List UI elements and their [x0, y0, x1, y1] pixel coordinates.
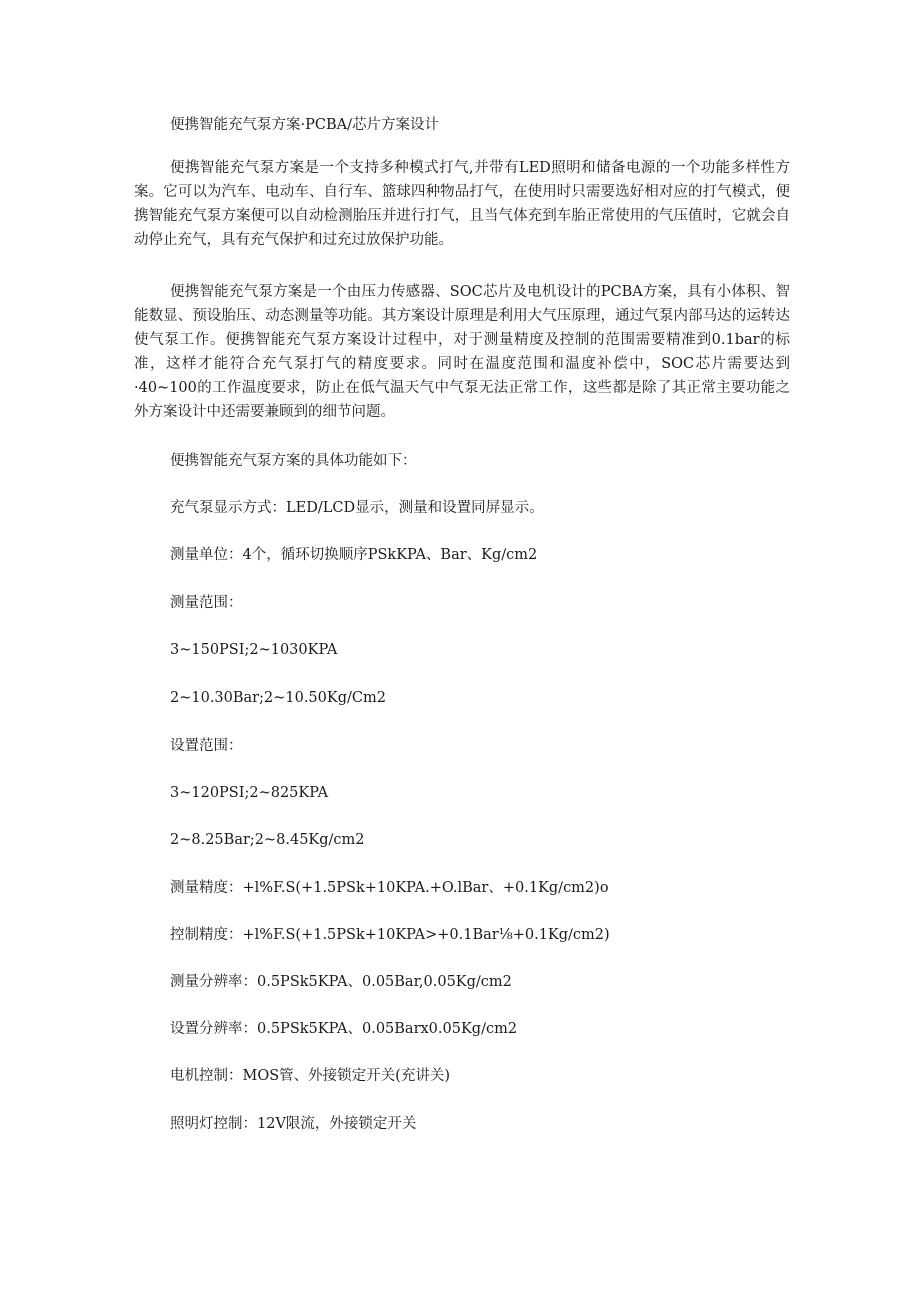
document-title: 便携智能充气泵方案·PCBA∕芯片方案设计 — [170, 117, 439, 133]
measure-resolution-line: 测量分辨率：0.5PSk5KPA、0.05Bar,0.05Kg∕cm2 — [170, 974, 512, 990]
measure-range-psi-kpa: 3~150PSI;2~1030KPA — [170, 642, 338, 658]
control-accuracy-line: 控制精度：+l%F.S(+1.5PSk+10KPA>+0.1Bar⅛+0.1Kg∕cm2) — [170, 927, 610, 943]
display-mode-line: 充气泵显示方式：LED/LCD显示，测量和设置同屏显示。 — [170, 500, 544, 516]
set-range-label: 设置范围： — [170, 738, 243, 754]
motor-control-line: 电机控制：MOS管、外接锁定开关(充讲关) — [170, 1068, 450, 1084]
measure-unit-line: 测量单位：4个，循环切换顺序PSkKPA、Bar、Kg∕cm2 — [170, 547, 538, 563]
design-paragraph: 便携智能充气泵方案是一个由压力传感器、SOC芯片及电机设计的PCBA方案，具有小体积、智能数显、预设胎压、动态测量等功能。其方案设计原理是利用大气压原理，通过气泵内部马达的运转达使气泵工作。便携智能充气泵方案设计过程中，对于测量精度及控制的范围需要精准到0.1bar的标准，这样才能符合充气泵打气的精度要求。同时在温度范围和温度补偿中，SOC芯片需要达到·40~100的工作温度要求，防止在低气温天气中气泵无法正常工作，这些都是除了其正常主要功能之外方案设计中还需要兼顾到的细节问题。 — [134, 284, 790, 420]
measure-range-label: 测量范围： — [170, 595, 243, 611]
light-control-line: 照明灯控制：12V限流，外接锁定开关 — [170, 1116, 417, 1132]
intro-paragraph: 便携智能充气泵方案是一个支持多种模式打气,并带有LED照明和储备电源的一个功能多样性方案。它可以为汽车、电动车、自行车、篮球四种物品打气，在使用时只需要选好相对应的打气模式，便携智能充气泵方案便可以自动检测胎压并进行打气，且当气体充到车胎正常使用的气压值时，它就会自动停止充气，具有充气保护和过充过放保护功能。 — [134, 160, 790, 248]
features-heading: 便携智能充气泵方案的具体功能如下： — [170, 453, 417, 469]
measure-range-bar-kg: 2~10.30Bar;2~10.50Kg/Cm2 — [170, 690, 386, 706]
set-range-psi-kpa: 3~120PSI;2~825KPA — [170, 785, 329, 801]
set-range-bar-kg: 2~8.25Bar;2~8.45Kg∕cm2 — [170, 832, 365, 848]
measure-accuracy-line: 测量精度：+l%F.S(+1.5PSk+10KPA.+O.lBar、+0.1Kg∕cm2)o — [170, 880, 609, 896]
set-resolution-line: 设置分辨率：0.5PSk5KPA、0.05Barx0.05Kg∕cm2 — [170, 1021, 518, 1037]
